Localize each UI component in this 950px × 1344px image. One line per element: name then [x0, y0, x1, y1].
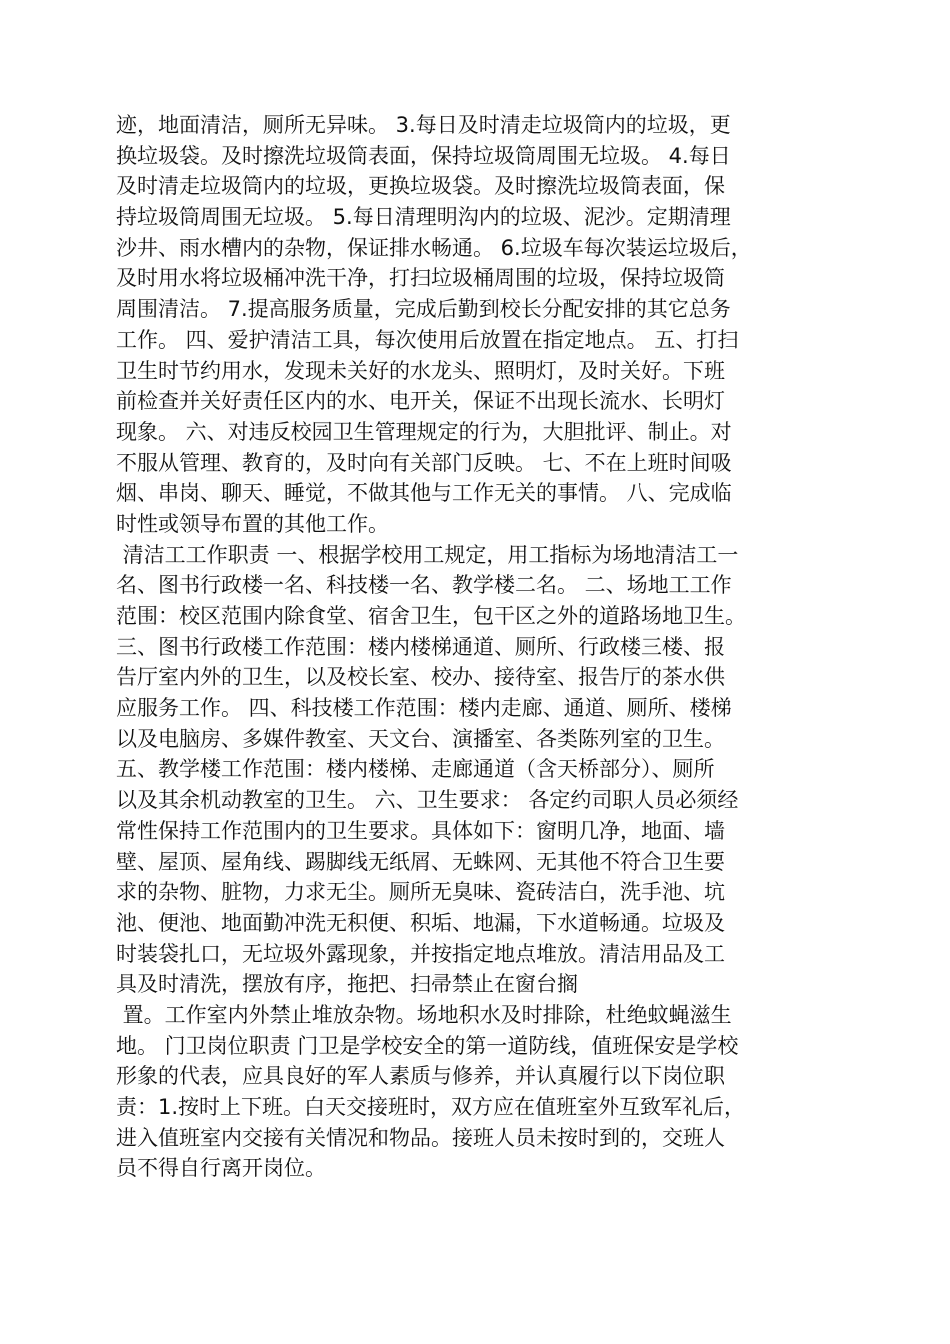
text-line: 及时用水将垃圾桶冲洗干净，打扫垃圾桶周围的垃圾，保持垃圾筒	[116, 266, 725, 291]
text-line: 持垃圾筒周围无垃圾。 5.每日清理明沟内的垃圾、泥沙。定期清理	[116, 205, 731, 230]
text-line: 员不得自行离开岗位。	[116, 1156, 326, 1181]
text-line: 清洁工工作职责 一、根据学校用工规定，用工指标为场地清洁工一	[116, 542, 739, 567]
text-line: 周围清洁。 7.提高服务质量，完成后勤到校长分配安排的其它总务	[116, 297, 731, 322]
document-body	[116, 110, 856, 1184]
text-line: 三、图书行政楼工作范围：楼内楼梯通道、厕所、行政楼三楼、报	[116, 634, 725, 659]
text-line: 名、图书行政楼一名、科技楼一名、教学楼二名。 二、场地工工作	[116, 573, 732, 598]
text-line: 时装袋扎口，无垃圾外露现象，并按指定地点堆放。清洁用品及工	[116, 941, 725, 966]
text-line: 求的杂物、脏物，力求无尘。厕所无臭味、瓷砖洁白，洗手池、坑	[116, 880, 725, 905]
text-line: 五、教学楼工作范围：楼内楼梯、走廊通道（含天桥部分）、厕所	[116, 757, 715, 782]
text-line: 责：1.按时上下班。白天交接班时，双方应在值班室外互致军礼后，	[116, 1095, 746, 1119]
text-line: 工作。 四、爱护清洁工具，每次使用后放置在指定地点。 五、打扫	[116, 327, 739, 352]
text-line: 沙井、雨水槽内的杂物，保证排水畅通。 6.垃圾车每次装运垃圾后，	[116, 235, 752, 260]
text-line: 应服务工作。 四、科技楼工作范围：楼内走廊、通道、厕所、楼梯	[116, 696, 732, 721]
text-line: 地。 门卫岗位职责 门卫是学校安全的第一道防线，值班保安是学校	[116, 1033, 739, 1058]
text-line: 形象的代表，应具良好的军人素质与修养，并认真履行以下岗位职	[116, 1064, 725, 1089]
text-line: 换垃圾袋。及时擦洗垃圾筒表面，保持垃圾筒周围无垃圾。 4.每日	[116, 143, 731, 168]
text-line: 进入值班室内交接有关情况和物品。接班人员未按时到的，交班人	[116, 1125, 725, 1150]
text-line: 告厅室内外的卫生，以及校长室、校办、接待室、报告厅的茶水供	[116, 665, 725, 690]
text-line: 置。工作室内外禁止堆放杂物。场地积水及时排除，杜绝蚊蝇滋生	[116, 1002, 732, 1027]
text-line: 以及其余机动教室的卫生。 六、卫生要求： 各定约司职人员必须经	[116, 788, 739, 813]
text-line: 卫生时节约用水，发现未关好的水龙头、照明灯，及时关好。下班	[116, 358, 725, 383]
text-line: 具及时清洗，摆放有序，拖把、扫帚禁止在窗台搁	[116, 972, 578, 997]
text-line: 池、便池、地面勤冲洗无积便、积垢、地漏，下水道畅通。垃圾及	[116, 910, 725, 935]
text-line: 现象。 六、对违反校园卫生管理规定的行为，大胆批评、制止。对	[116, 419, 732, 444]
text-line: 以及电脑房、多媒件教室、天文台、演播室、各类陈列室的卫生。	[116, 726, 725, 751]
text-line: 前检查并关好责任区内的水、电开关，保证不出现长流水、长明灯	[116, 389, 725, 414]
text-line: 常性保持工作范围内的卫生要求。具体如下：窗明几净，地面、墙	[116, 818, 725, 843]
text-line: 壁、屋顶、屋角线、踢脚线无纸屑、无蛛网、无其他不符合卫生要	[116, 849, 725, 874]
text-line: 烟、串岗、聊天、睡觉，不做其他与工作无关的事情。 八、完成临	[116, 481, 732, 506]
text-line: 不服从管理、教育的，及时向有关部门反映。 七、不在上班时间吸	[116, 450, 732, 475]
text-line: 及时清走垃圾筒内的垃圾，更换垃圾袋。及时擦洗垃圾筒表面，保	[116, 174, 725, 199]
text-line: 迹，地面清洁，厕所无异味。 3.每日及时清走垃圾筒内的垃圾，更	[116, 113, 731, 137]
text-line: 范围：校区范围内除食堂、宿舍卫生，包干区之外的道路场地卫生。	[116, 604, 746, 628]
text-line: 时性或领导布置的其他工作。	[116, 511, 389, 536]
